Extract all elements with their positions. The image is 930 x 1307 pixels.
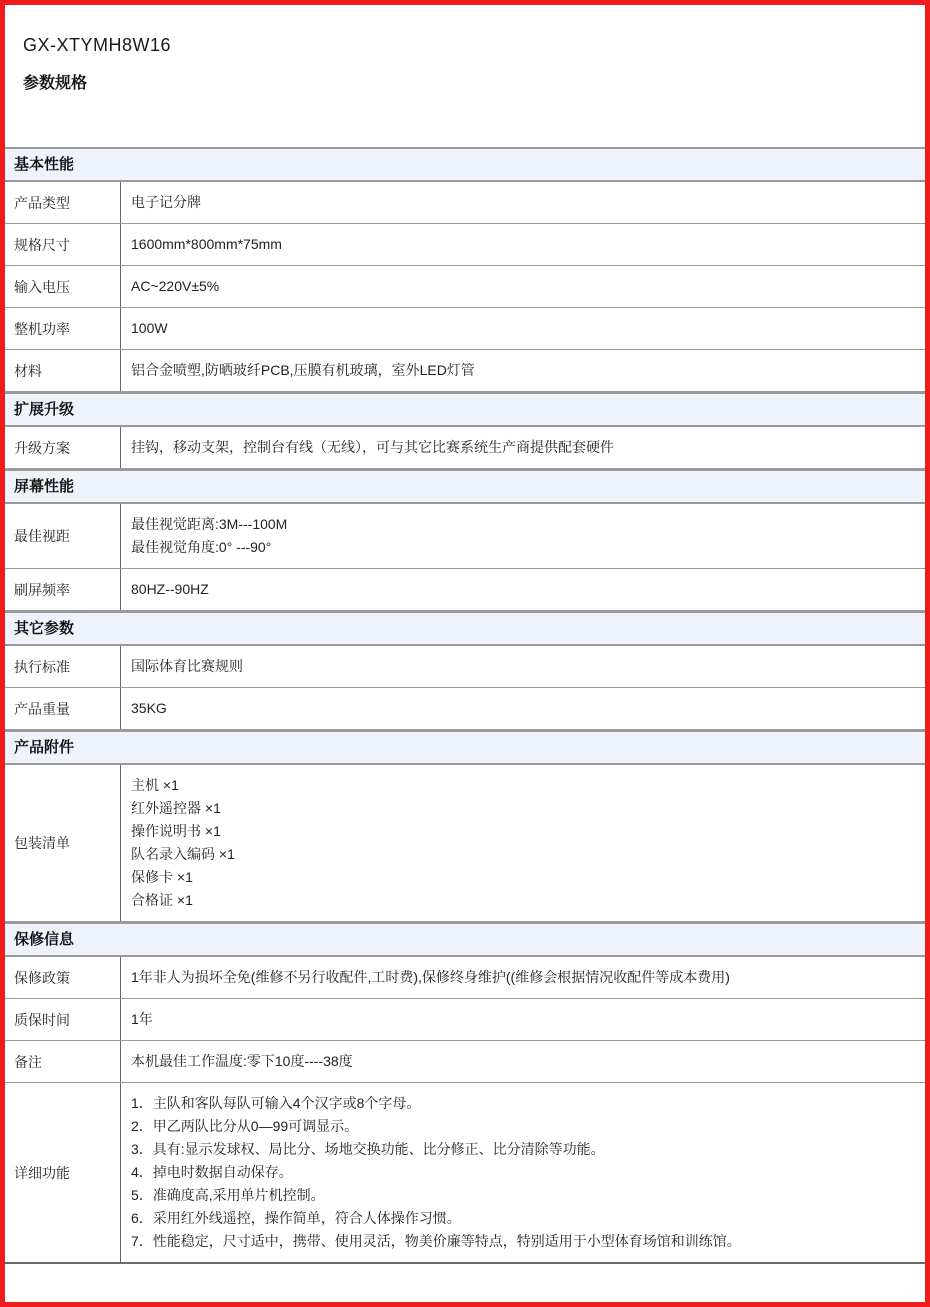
row-value	[120, 646, 925, 687]
section-header: 扩展升级	[5, 392, 925, 427]
table-row	[5, 569, 925, 611]
row-label: 包装清单	[14, 835, 70, 851]
table-row	[5, 688, 925, 730]
row-label: 详细功能	[14, 1164, 70, 1181]
row-label: 保修政策	[14, 969, 70, 986]
value-line: 电子记分牌	[131, 194, 201, 210]
value-line: 合格证 ×1	[131, 892, 193, 908]
table-row	[5, 646, 925, 688]
value-line: 7．性能稳定，尺寸适中，携带、使用灵活，物美价廉等特点，特别适用于小型体育场馆和训练馆。	[131, 1233, 741, 1249]
product-model-title: GX-XTYMH8W16	[23, 35, 172, 55]
row-label: 升级方案	[14, 439, 70, 456]
value-line: 5．准确度高,采用单片机控制。	[131, 1187, 325, 1203]
value-line: 红外遥控器 ×1	[131, 800, 221, 816]
value-line: 6．采用红外线遥控，操作简单，符合人体操作习惯。	[131, 1210, 461, 1226]
table-row	[5, 1041, 925, 1083]
value-line: AC~220V±5%	[131, 278, 220, 294]
value-line: 1．主队和客队每队可输入4个汉字或8个字母。	[131, 1095, 421, 1111]
table-row	[5, 266, 925, 308]
section-header: 基本性能	[5, 147, 925, 182]
section-header: 屏幕性能	[5, 469, 925, 504]
value-line: 1年	[131, 1011, 153, 1027]
table-row	[5, 350, 925, 392]
row-value	[120, 957, 925, 998]
table-row	[5, 308, 925, 350]
value-line: 操作说明书 ×1	[131, 823, 221, 839]
section-header: 保修信息	[5, 922, 925, 957]
row-label: 备注	[14, 1053, 42, 1070]
value-line: 本机最佳工作温度:零下10度----38度	[131, 1053, 353, 1069]
value-line: 100W	[131, 320, 168, 336]
row-value	[120, 504, 925, 568]
table-row	[5, 427, 925, 469]
row-value	[120, 999, 925, 1040]
table-row	[5, 504, 925, 569]
row-value	[120, 350, 925, 391]
value-line: 国际体育比赛规则	[131, 658, 243, 674]
table-row	[5, 224, 925, 266]
row-value	[120, 427, 925, 468]
value-line: 挂钩，移动支架，控制台有线（无线），可与其它比赛系统生产商提供配套硬件	[131, 439, 614, 455]
row-value	[120, 1041, 925, 1082]
value-line: 队名录入编码 ×1	[131, 846, 235, 862]
section-header: 产品附件	[5, 730, 925, 765]
row-value	[120, 182, 925, 223]
value-line: 最佳视觉距离:3M---100M	[131, 516, 288, 532]
spec-table	[5, 147, 925, 1264]
table-row	[5, 999, 925, 1041]
value-line: 最佳视觉角度:0° ---90°	[131, 539, 272, 555]
row-label: 输入电压	[14, 278, 70, 295]
spec-section-title: 参数规格	[23, 75, 88, 92]
row-label: 产品类型	[14, 194, 70, 211]
value-line: 1年非人为损坏全免(维修不另行收配件,工时费),保修终身维护((维修会根据情况收配件等成本费用)	[131, 969, 730, 985]
row-value	[120, 308, 925, 349]
row-label: 规格尺寸	[14, 236, 70, 253]
value-line: 35KG	[131, 700, 167, 716]
page-header	[5, 5, 925, 95]
row-value	[120, 688, 925, 729]
row-label: 刷屏频率	[14, 581, 70, 598]
section-header: 其它参数	[5, 611, 925, 646]
value-line: 1600mm*800mm*75mm	[131, 236, 282, 252]
row-label: 产品重量	[14, 700, 70, 717]
table-row	[5, 957, 925, 999]
table-row	[5, 1083, 925, 1264]
row-label: 执行标准	[14, 658, 70, 675]
value-line: 4．掉电时数据自动保存。	[131, 1164, 293, 1180]
row-label: 最佳视距	[14, 528, 70, 544]
row-label: 材料	[14, 362, 42, 379]
row-label: 质保时间	[14, 1011, 70, 1028]
row-value	[120, 224, 925, 265]
value-line: 主机 ×1	[131, 777, 179, 793]
value-line: 2．甲乙两队比分从0—99可调显示。	[131, 1118, 359, 1134]
row-value	[120, 569, 925, 610]
row-value	[120, 1083, 925, 1262]
table-row	[5, 182, 925, 224]
row-value	[120, 765, 925, 921]
row-value	[120, 266, 925, 307]
value-line: 80HZ--90HZ	[131, 581, 209, 597]
value-line: 铝合金喷塑,防晒玻纤PCB,压膜有机玻璃，室外LED灯管	[131, 362, 475, 378]
table-row	[5, 765, 925, 922]
row-label: 整机功率	[14, 320, 70, 337]
value-line: 3．具有:显示发球权、局比分、场地交换功能、比分修正、比分清除等功能。	[131, 1141, 605, 1157]
value-line: 保修卡 ×1	[131, 869, 193, 885]
